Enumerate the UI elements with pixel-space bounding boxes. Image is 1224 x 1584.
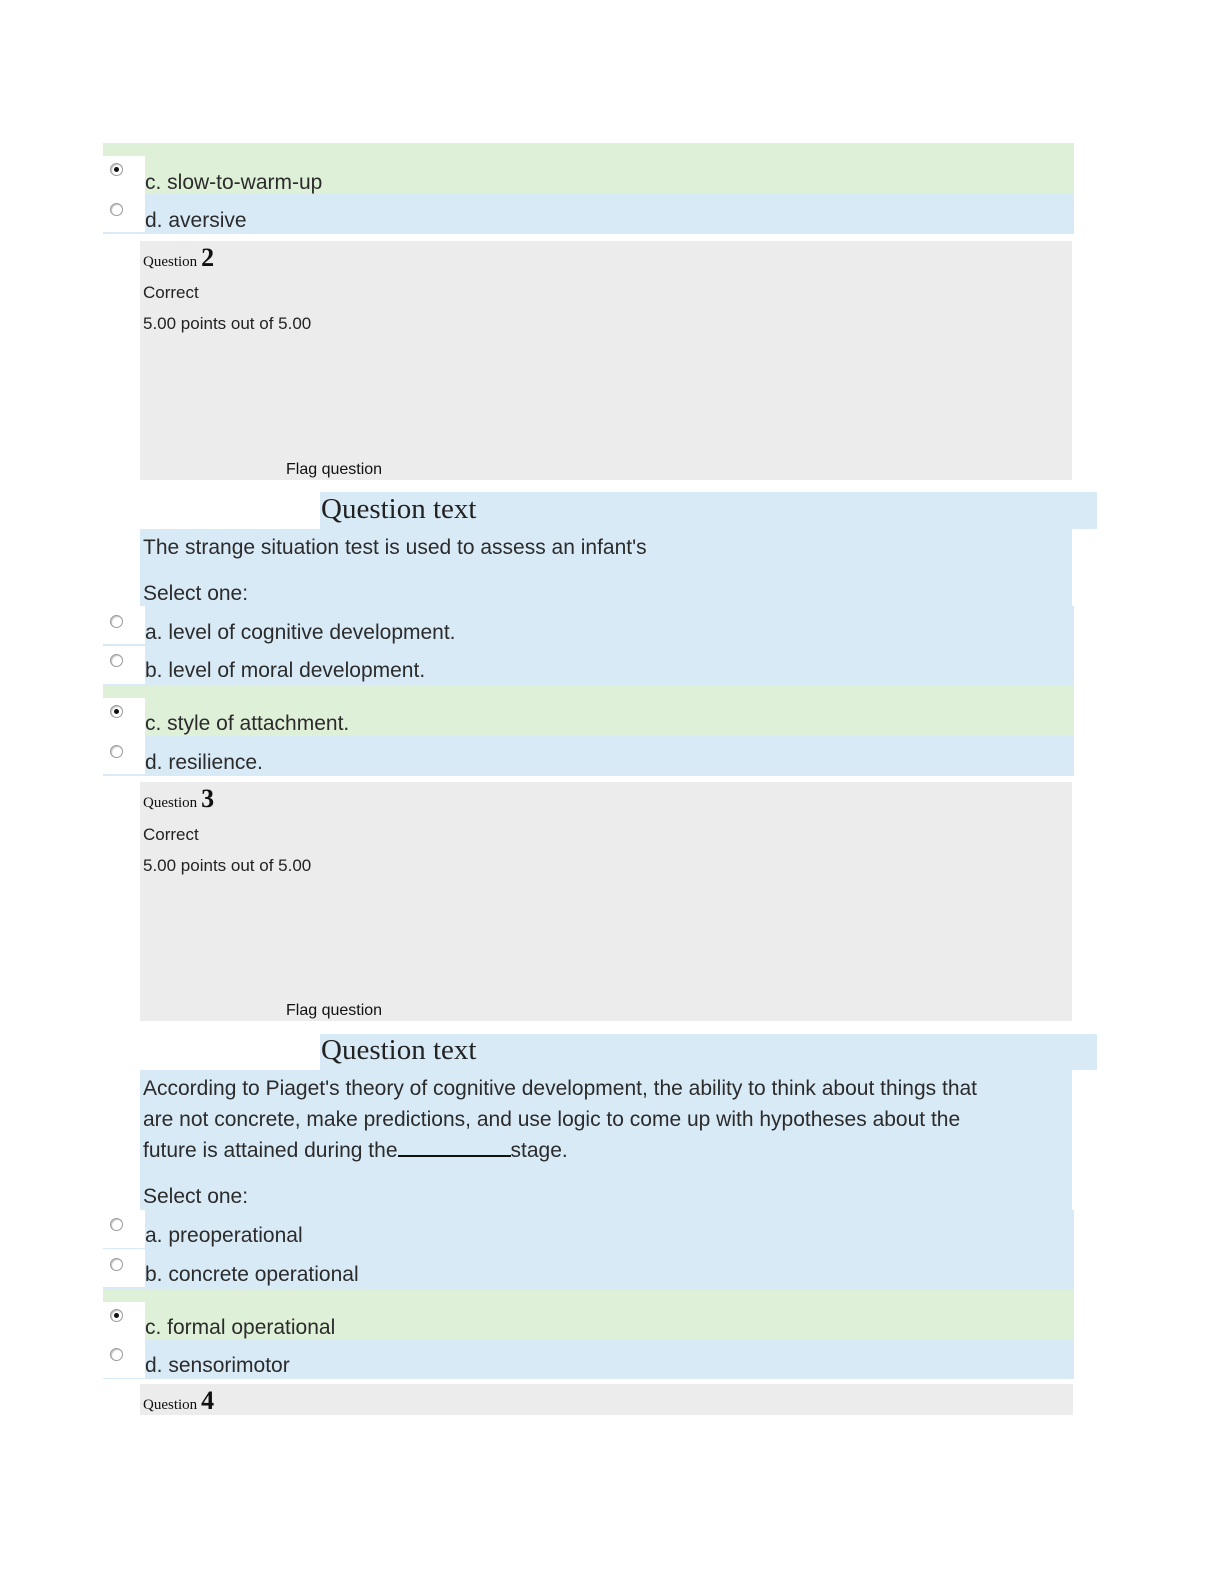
radio-cell <box>103 1249 145 1287</box>
answer-option-c[interactable] <box>103 1289 1074 1340</box>
radio-dot-icon <box>114 709 119 714</box>
radio-cell <box>103 606 145 644</box>
question-points: 5.00 points out of 5.00 <box>143 856 312 875</box>
answer-option-c[interactable] <box>103 685 1074 736</box>
answer-option-d[interactable] <box>103 736 1074 776</box>
select-one-prompt: Select one: <box>143 582 249 605</box>
option-label: c. formal operational <box>145 1316 336 1339</box>
radio-cell <box>103 736 145 774</box>
radio-cell <box>103 698 145 736</box>
question-title <box>143 784 214 814</box>
option-label: d. resilience. <box>145 751 263 774</box>
question-title <box>143 243 214 273</box>
question-text-heading: Question text <box>321 493 477 525</box>
question-status: Correct <box>143 825 199 844</box>
question-status: Correct <box>143 283 199 302</box>
question-text-heading: Question text <box>321 1034 477 1066</box>
answer-option-c[interactable] <box>103 143 1074 194</box>
radio-button[interactable] <box>110 654 123 667</box>
radio-button-selected[interactable] <box>110 1309 123 1322</box>
answer-option-d[interactable] <box>103 194 1074 234</box>
radio-cell <box>103 194 145 232</box>
radio-button[interactable] <box>110 1348 123 1361</box>
question-info-panel <box>140 782 1072 1021</box>
radio-cell <box>103 156 145 194</box>
radio-button[interactable] <box>110 1258 123 1271</box>
radio-button-selected[interactable] <box>110 163 123 176</box>
option-label: d. sensorimotor <box>145 1354 290 1377</box>
option-label: b. concrete operational <box>145 1263 359 1286</box>
question-text-fragment: stage. <box>510 1139 568 1162</box>
question-label: Question <box>143 254 198 270</box>
question-title <box>143 1386 214 1416</box>
option-label: a. level of cognitive development. <box>145 621 456 644</box>
answer-option-d[interactable] <box>103 1340 1074 1379</box>
question-label: Question <box>143 1397 198 1413</box>
question-text <box>143 1073 1063 1166</box>
question-points: 5.00 points out of 5.00 <box>143 314 312 333</box>
radio-button[interactable] <box>110 203 123 216</box>
radio-dot-icon <box>114 1313 119 1318</box>
question-info-panel <box>140 1384 1073 1415</box>
question-number: 2 <box>201 243 215 272</box>
question-text-line: According to Piaget's theory of cognitive development, the ability to think about things that <box>143 1077 978 1100</box>
radio-cell <box>103 646 145 684</box>
answer-option-a[interactable] <box>103 1210 1074 1249</box>
option-label: b. level of moral development. <box>145 659 426 682</box>
answer-option-a[interactable] <box>103 606 1074 646</box>
question-info-panel <box>140 241 1072 480</box>
option-label: d. aversive <box>145 209 247 232</box>
radio-button-selected[interactable] <box>110 705 123 718</box>
option-label: c. style of attachment. <box>145 712 350 735</box>
radio-cell <box>103 1340 145 1378</box>
option-label: c. slow-to-warm-up <box>145 171 323 194</box>
answer-option-b[interactable] <box>103 646 1074 685</box>
flag-question-link[interactable]: Flag question <box>286 461 383 478</box>
fill-in-blank <box>398 1136 511 1157</box>
radio-cell <box>103 1210 145 1248</box>
radio-button[interactable] <box>110 615 123 628</box>
question-text-fragment: future is attained during the <box>143 1139 398 1162</box>
radio-dot-icon <box>114 167 119 172</box>
select-one-prompt: Select one: <box>143 1185 249 1208</box>
question-text-line <box>143 1135 1063 1166</box>
answer-option-b[interactable] <box>103 1249 1074 1289</box>
question-label: Question <box>143 795 198 811</box>
question-number: 3 <box>201 784 215 813</box>
question-text: The strange situation test is used to assess an infant's <box>143 536 647 559</box>
question-text-line: are not concrete, make predictions, and use logic to come up with hypotheses about the <box>143 1108 961 1131</box>
radio-cell <box>103 1302 145 1340</box>
question-number: 4 <box>201 1386 215 1415</box>
option-label: a. preoperational <box>145 1224 303 1247</box>
radio-button[interactable] <box>110 745 123 758</box>
flag-question-link[interactable]: Flag question <box>286 1002 383 1019</box>
radio-button[interactable] <box>110 1218 123 1231</box>
